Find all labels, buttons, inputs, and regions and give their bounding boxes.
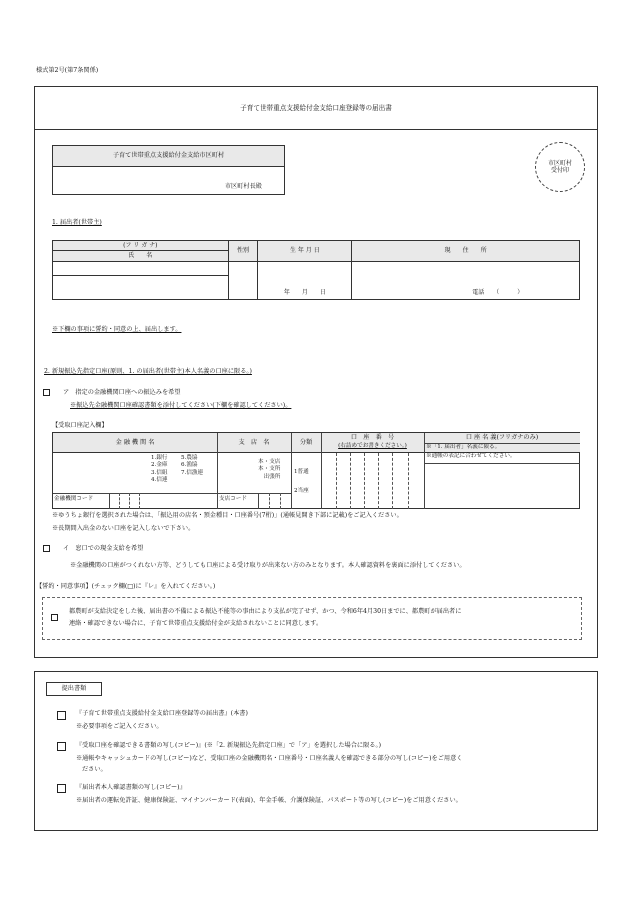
- option-i-label: イ 窓口での現金支給を希望: [63, 545, 144, 552]
- account-type-header: 分類: [299, 439, 313, 446]
- section2-heading: 2. 新規振込先指定口座(原則、1. の届出者(世帯主)本人名義の口座に限る。): [44, 368, 252, 375]
- branch-code-field[interactable]: [217, 493, 291, 509]
- pledge-notice: ※下欄の事項に誓約・同意の上、届出します。: [52, 326, 182, 333]
- item2-note-1: ※通帳やキャッシュカードの写し(コピー)など、受取口座の金融機関名・口座番号・口座名義人を確認できる部分の写し(コピー)をご用意く: [76, 755, 463, 762]
- name-header: 氏 名: [53, 251, 229, 262]
- addressee-suffix: 市区町村長殿: [224, 183, 262, 191]
- account-number-header: 口 座 番 号: [350, 434, 395, 441]
- item1-title: 『子育て世帯重点支援給付金支給口座登録等の届出書』(本書): [76, 710, 248, 717]
- birthdate-header: 生 年 月 日: [258, 241, 352, 262]
- gender-header: 性別: [228, 241, 258, 262]
- stamp-line2: 受付印: [550, 167, 569, 174]
- account-number-subheader: (右詰めでお書きください。): [338, 443, 407, 449]
- holder-note-1: ※「1. 届出者」名義に限る。: [426, 444, 501, 450]
- pledge-heading: 【誓約・同意事項】(チェック欄(□)に『レ』を入れてください。): [36, 583, 216, 590]
- reception-stamp: [535, 142, 585, 192]
- branch-type-list[interactable]: 本・支店 本・支所 出張所: [258, 459, 281, 480]
- option-a-checkbox[interactable]: [43, 389, 50, 396]
- option-i-checkbox[interactable]: [43, 545, 50, 552]
- bank-name-header: 金 融 機 関 名: [115, 439, 155, 446]
- account-holder-header: 口 座 名 義(フリガナのみ): [465, 434, 539, 441]
- pledge-box: [42, 597, 582, 640]
- branch-name-field[interactable]: [217, 453, 257, 493]
- furigana-field[interactable]: [53, 262, 229, 276]
- submission-frame: [34, 671, 598, 831]
- item1-checkbox[interactable]: [57, 711, 66, 720]
- bank-table: [52, 432, 580, 509]
- addressee-org: 子育て世帯重点支援給付金支給市区町村: [112, 152, 225, 160]
- option-a-label: ア 指定の金融機関口座への振込みを希望: [63, 389, 181, 396]
- option-i-note: ※金融機関の口座がつくれない方等、どうしても口座による受け取りが出来ない方のみとなります。本人確認資料を裏面に添付してください。: [70, 562, 466, 569]
- addressee-box: [52, 145, 285, 195]
- gender-field[interactable]: [228, 262, 258, 300]
- item2-title: 『受取口座を確認できる書類の写し(コピー)』(※「2. 新規振込先指定口座」で「ア」を選択した場合に限る。): [76, 742, 381, 749]
- stamp-line1: 市区町村: [547, 159, 572, 167]
- branch-name-header: 支 店 名: [238, 439, 270, 446]
- name-field[interactable]: [53, 276, 229, 300]
- bank-code-label: 金融機関コード: [54, 496, 94, 502]
- item3-checkbox[interactable]: [57, 784, 66, 793]
- pledge-checkbox[interactable]: [51, 614, 58, 621]
- note-longterm: ※長期間入出金のない口座を記入しないで下さい。: [52, 525, 195, 532]
- branch-code-label: 支店コード: [219, 496, 247, 502]
- birthdate-field[interactable]: 年 月 日: [258, 262, 352, 300]
- address-field[interactable]: 電話 （ ）: [352, 262, 580, 300]
- bank-code-field[interactable]: [53, 493, 217, 509]
- title-divider: [34, 129, 598, 130]
- holder-note-2: ※通帳の表記に合わせてください。: [426, 453, 516, 459]
- item3-title: 『届出者本人確認書類の写し(コピー)』: [76, 784, 186, 791]
- bank-type-list[interactable]: 1.銀行 2.金庫 3.信組 4.信連: [151, 455, 168, 483]
- item3-note: ※届出者の運転免許証、健康保険証、マイナンバーカード(表面)、年金手帳、介護保険証、パスポート等の写し(コピー)をご用意ください。: [76, 797, 462, 804]
- form-number: 様式第2号(第7条関係): [36, 67, 99, 74]
- account-holder-field[interactable]: [424, 463, 580, 509]
- bank-type-list-2[interactable]: 5.農協 6.漁協 7.信漁連: [181, 455, 204, 476]
- pledge-line2: 連絡・確認できない場合に、子育て世帯重点支援給付金が支給されないことに同意します。: [69, 620, 323, 627]
- section1-heading: 1. 届出者(世帯主): [52, 219, 102, 226]
- address-header: 現 住 所: [352, 241, 580, 262]
- bank-section-heading: 【受取口座記入欄】: [52, 422, 108, 429]
- account-number-field[interactable]: [321, 453, 424, 509]
- option-a-note: ※振込先金融機関口座確認書類を添付してください(下欄を確認してください)。: [70, 402, 292, 409]
- account-type-ordinary[interactable]: 1普通: [294, 469, 309, 475]
- item2-note-2: ださい。: [82, 766, 107, 773]
- pledge-line1: 都農町が支給決定をした後、届出書の不備による振込不能等の事由により支払が完了せず、かつ、令和6年4月30日までに、都農町が届出者に: [69, 608, 462, 615]
- applicant-table: [52, 240, 580, 300]
- submission-heading-box: [46, 682, 102, 696]
- form-title: 子育て世帯重点支援給付金支給口座登録等の届出書: [240, 104, 392, 112]
- submission-heading: 提出書類: [61, 685, 87, 693]
- bank-name-field[interactable]: [53, 453, 149, 493]
- note-yucho: ※ゆうちょ銀行を選択された場合は、「振込用の店名・預金種目・口座番号(7桁)」(通帳見開き下部に記載)をご記入ください。: [52, 512, 403, 519]
- account-type-current[interactable]: 2当座: [294, 488, 309, 494]
- item1-note: ※必要事項をご記入ください。: [76, 723, 163, 730]
- item2-checkbox[interactable]: [57, 742, 66, 751]
- furigana-header: (フ リ ガ ナ): [53, 241, 229, 251]
